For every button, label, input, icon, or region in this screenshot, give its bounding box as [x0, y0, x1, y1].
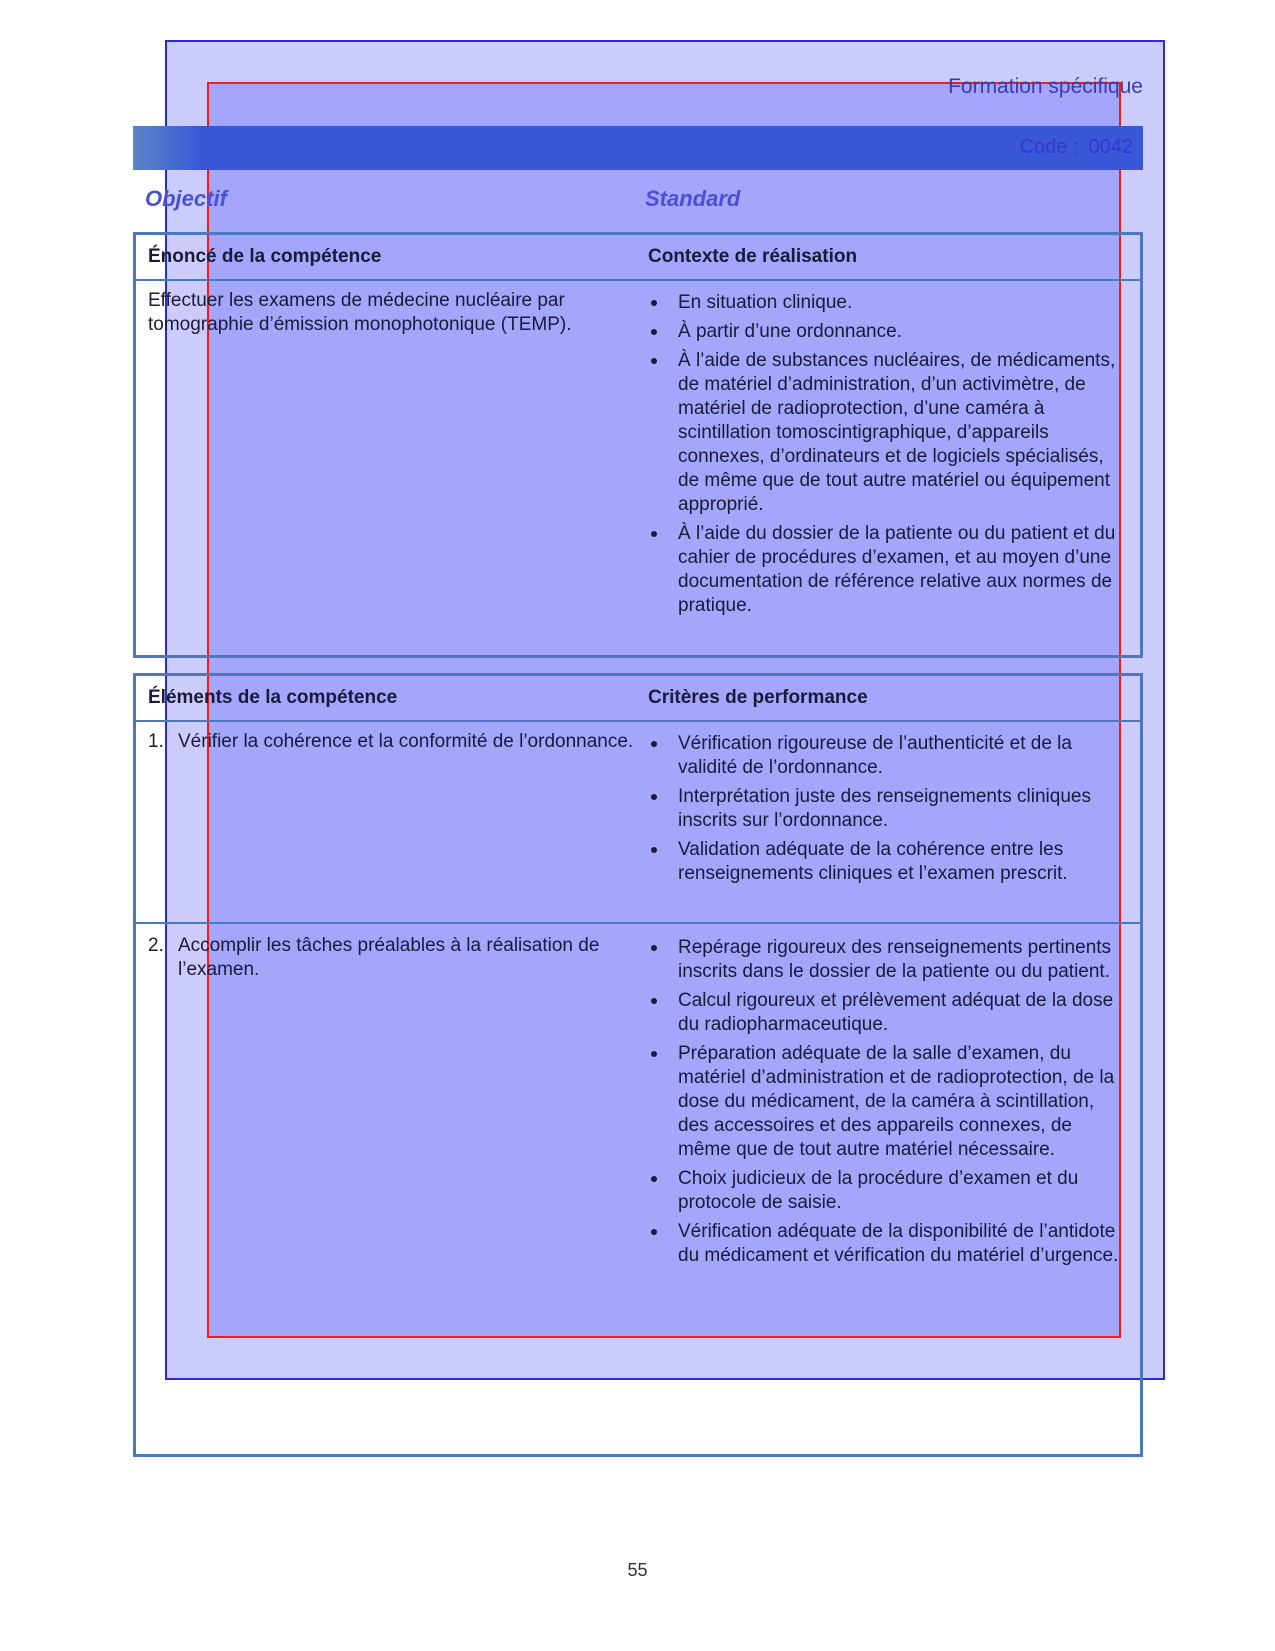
criteria-header: Critères de performance — [648, 687, 868, 708]
competence-statement-box — [133, 232, 1143, 658]
criteria-item: Choix judicieux de la procédure d’examen et du protocole de saisie. — [648, 1167, 1128, 1215]
criteria-list-1 — [648, 732, 1128, 891]
code-bar — [133, 126, 1143, 170]
competence-statement: Effectuer les examens de médecine nucléaire par tomographie d’émission monophotonique (TEMP). — [148, 290, 572, 335]
program-label: Formation spécifique — [948, 75, 1143, 98]
element-text: Vérifier la cohérence et la conformité de l’ordonnance. — [178, 731, 634, 752]
code-label: Code : — [1019, 136, 1079, 158]
criteria-item: Interprétation juste des renseignements cliniques inscrits sur l’ordonnance. — [648, 785, 1128, 833]
page-number: 55 — [627, 1560, 648, 1580]
element-number: 2. — [148, 935, 164, 956]
column-heading-objectif: Objectif — [145, 186, 227, 211]
context-item: En situation clinique. — [648, 291, 1128, 315]
code-value: 0042 — [1088, 136, 1133, 158]
criteria-item: Calcul rigoureux et prélèvement adéquat de la dose du radiopharmaceutique. — [648, 989, 1128, 1037]
context-header: Contexte de réalisation — [648, 246, 858, 267]
criteria-item: Vérification adéquate de la disponibilité de l’antidote du médicament et vérification du matériel d’urgence. — [648, 1220, 1128, 1268]
context-item: À partir d’une ordonnance. — [648, 320, 1128, 344]
elements-header: Éléments de la compétence — [148, 687, 398, 708]
criteria-list-2 — [648, 936, 1128, 1273]
criteria-item: Repérage rigoureux des renseignements pertinents inscrits dans le dossier de la patiente ou du patient. — [648, 936, 1128, 984]
statement-header: Énoncé de la compétence — [148, 246, 382, 267]
column-heading-standard: Standard — [645, 186, 741, 211]
section-header-row — [136, 235, 1140, 281]
context-item: À l’aide du dossier de la patiente ou du patient et du cahier de procédures d’examen, et au moyen d’une documentation de référence relative aux normes de pratique. — [648, 522, 1128, 618]
competence-elements-box — [133, 673, 1143, 1457]
criteria-item: Validation adéquate de la cohérence entre les renseignements cliniques et l’examen prescrit. — [648, 838, 1128, 886]
criteria-item: Préparation adéquate de la salle d’examen, du matériel d’administration et de radioprotection, de la dose du médicament, de la caméra à scintillation, des accessoires et des appareils connexes, de même que de tout autre matériel nécessaire. — [648, 1042, 1128, 1162]
section-header-row — [136, 676, 1140, 722]
element-text: Accomplir les tâches préalables à la réalisation de l’examen. — [178, 935, 600, 980]
context-item: À l’aide de substances nucléaires, de médicaments, de matériel d’administration, d’un activimètre, de matériel de radioprotection, d’une caméra à scintillation tomoscintigraphique, d’appareils connexes, d’ordinateurs et de logiciels spécialisés, de même que de tout autre matériel ou équipement approprié. — [648, 349, 1128, 517]
context-list — [648, 291, 1128, 623]
row-divider — [136, 922, 1140, 924]
element-number: 1. — [148, 731, 164, 752]
criteria-item: Vérification rigoureuse de l’authenticité et de la validité de l’ordonnance. — [648, 732, 1128, 780]
code-label-group — [1020, 136, 1133, 159]
